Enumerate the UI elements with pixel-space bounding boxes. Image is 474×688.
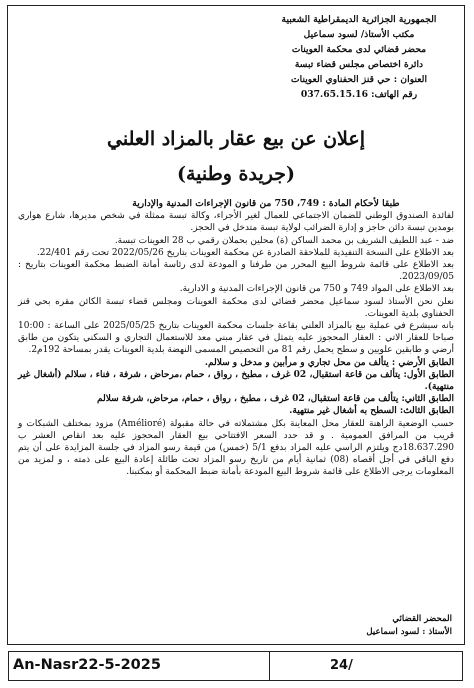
notice-title: إعلان عن بيع عقار بالمزاد العلني bbox=[107, 128, 365, 150]
header-republic: الجمهورية الجزائرية الديمقراطية الشعبية bbox=[281, 14, 437, 25]
third-floor-paragraph: الطابق الثالث: السطح به أشغال غير منتهية. bbox=[289, 406, 454, 417]
page-number: 24/ bbox=[270, 651, 463, 681]
creditor-paragraph: لفائدة الصندوق الوطني للضمان الاجتماعي للعمال لغير الأجراء، وكالة تبسة ممثلة في شخص مديرها، شارع هواري بومدين تبسة دائن حاجز و إدارة الضرائب لولاية تبسة متدخل في الحجز. bbox=[18, 211, 454, 234]
header-jurisdiction: دائرة اختصاص مجلس قضاء تبسة bbox=[294, 59, 424, 70]
notice-subtitle: (جريدة وطنية) bbox=[177, 163, 295, 185]
notice-frame bbox=[7, 5, 465, 645]
law-reference: طبقا لأحكام المادة : 749، 750 من قانون الإجراءات المدنية والإدارية bbox=[132, 198, 400, 209]
announcement-paragraph: نعلن نحن الأستاذ لسود سماعيل محضر قضائي لدى محكمة العوينات ومجلس قضاء تبسة الكائن مقره بحي قنز الحفناوي بلدية العوينات. bbox=[18, 296, 454, 319]
first-floor-paragraph: الطابق الأول: يتألف من قاعة استقبال، 02 غرف ، مطبخ ، رواق ، حمام ،مرحاض ، شرفة ، فناء ، سلالم (أشغال غير منتهية). bbox=[18, 369, 454, 393]
phone-label: رقم الهاتف: bbox=[371, 89, 418, 100]
conditions-paragraph: بعد الاطلاع على قائمة شروط البيع المحرر من طرفنا و المودعة لدى رئاسة أمانة الضبط محكمة العوينات بتاريخ : 2023/09/05. bbox=[18, 260, 454, 283]
signature-block bbox=[366, 613, 452, 639]
phone-number: 037.65.15.16 bbox=[300, 89, 368, 100]
enforcement-paragraph: بعد الاطلاع على النسخة التنفيذية للملاحقة الصادرة عن محكمة العوينات بتاريخ 2022/05/26 تحت رقم 22/401. bbox=[36, 247, 454, 258]
second-floor-paragraph: الطابق الثاني: يتألف من قاعة استقبال، 02 غرف ، مطبخ ، رواق ، حمام، مرحاض، شرفة سلالم bbox=[97, 394, 454, 405]
sale-paragraph: بانه سيشرع في عملية بيع بالمزاد العلني بقاعة جلسات محكمة العوينات بتاريخ 2025/05/25 على الساعة : 10:00 صباحا للعقار الاتي : العقار المحجوز عليه يتمثل في عقار مبني معد للاستعمال التجاري و السكني يتكون من طابق أرضي و طابقين علويين و سطح يحمل رقم 81 من التحصيص المسمى النهضة بلدية العوينات يقدر بمساحة 192م2. bbox=[18, 321, 454, 356]
header-phone bbox=[264, 87, 454, 102]
issuer-header bbox=[264, 12, 454, 102]
header-address: العنوان : حي قنز الحفناوي العوينات bbox=[291, 74, 427, 85]
notice-body bbox=[18, 198, 454, 479]
articles-paragraph: بعد الاطلاع على المواد 749 و 750 من قانون الإجراءات المدنية و الادارية. bbox=[179, 284, 454, 295]
header-bailiff: محضر قضائي لدى محكمة العوينات bbox=[291, 44, 427, 55]
ground-floor-paragraph: الطابق الأرضي : يتألف من محل تجاري و مرأبين و مدخل و سلالم. bbox=[204, 357, 454, 368]
header-office: مكتب الأستاذ/ لسود سماعيل bbox=[303, 29, 415, 40]
publication-footer: An-Nasr22-5-2025 bbox=[8, 651, 270, 681]
debtor-paragraph: ضد - عبد اللطيف الشريف بن محمد الساكن (ة) محلين بحملان رقمي ب 28 العوينات تبسة. bbox=[114, 235, 454, 246]
signature-name: الأستاذ : لسود اسماعيل bbox=[366, 627, 452, 637]
price-paragraph: حسب الوضعية الراهنة للعقار محل المعاينة بكل مشتملاته في حالة مقبولة (Amélioré) مزود بمختلف الشبكات و قريب من المرافق العمومية . و قد حدد السعر الافتتاحي بيع العقار المحجوز عليه بعد انقاص العشر ب 18.637.290دج ويلتزم الراسي عليه المزاد بدفع 5/1 (خمس) من قيمة رسو المزاد في جلسة المزايدة على أن يتم دفع الباقي في أجل أقصاه (08) ثمانية أيام من تاريخ رسو المزاد تحت طائلة إعادة البيع على ذمته ، و لمزيد من المعلومات يرجى الاطلاع على قائمة شروط البيع المودعة بأمانة ضبط المحكمة أو بمكتبنا. bbox=[18, 418, 455, 478]
signature-role: المحضر القضائي bbox=[392, 614, 452, 624]
